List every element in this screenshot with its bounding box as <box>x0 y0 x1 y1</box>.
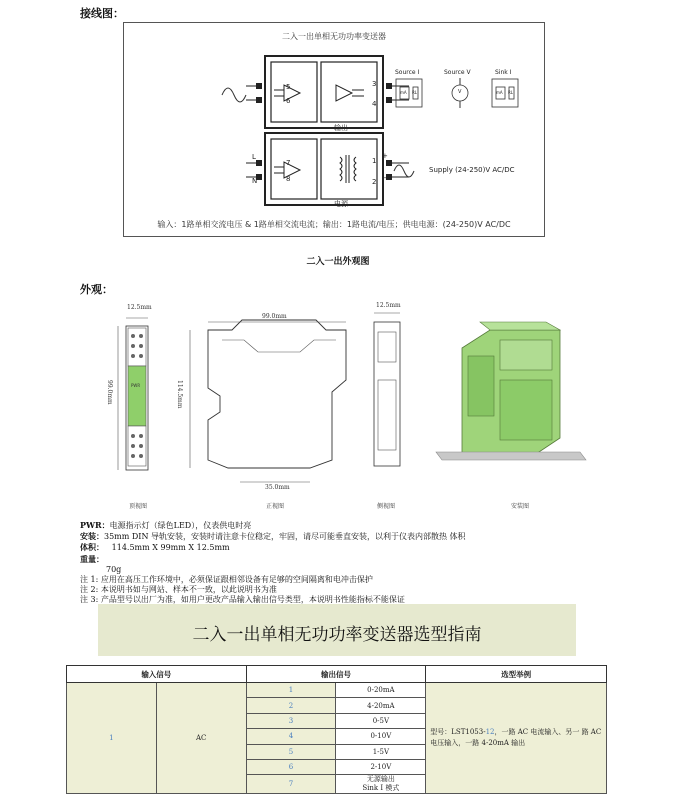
install-label: 安装： <box>80 531 104 542</box>
output-signal: 0-5V <box>336 713 426 728</box>
terminal-l: L <box>252 153 256 161</box>
sink-i-ma: mA <box>496 90 503 95</box>
weight-label: 重量： <box>80 553 104 564</box>
dim-front-height: 114.5mm <box>176 380 183 409</box>
terminal-4: 4 <box>372 100 377 108</box>
output-no: 4 <box>246 729 336 744</box>
output-no: 7 <box>246 775 336 794</box>
header-input: 输入信号 <box>67 666 247 683</box>
output-signal: 1-5V <box>336 744 426 759</box>
sink-i-rl: RL <box>508 90 514 95</box>
output-no: 1 <box>246 683 336 698</box>
selection-table <box>66 665 607 794</box>
wiring-section-label: 接线图： <box>80 7 124 20</box>
dim-side-width: 12.5mm <box>376 302 401 309</box>
example-suffix: ，一路 AC 电流输入、另一 路 AC 电压输入，一路 4-20mA 输出 <box>430 728 602 748</box>
install-view <box>436 322 586 460</box>
dim-front-width: 99.0mm <box>262 313 287 320</box>
pwr-mark: PWR <box>131 383 141 388</box>
volume-label: 体积： <box>80 542 104 553</box>
wiring-title: 二入一出单相无功功率变送器 <box>282 32 386 41</box>
outline-section-label: 外观： <box>80 283 113 296</box>
note-2: 注 2: 本说明书如与网站、样本不一致，以此说明书为准 <box>80 585 277 595</box>
power-plus: + <box>382 152 388 160</box>
table-row <box>67 683 607 698</box>
view-label-side: 侧视图 <box>377 503 396 510</box>
header-example: 选型举例 <box>426 666 607 683</box>
input-no: 1 <box>67 683 157 794</box>
notes-block <box>80 520 640 606</box>
output-signal: 0-20mA <box>336 683 426 698</box>
dim-top-height: 99.0mm <box>106 380 113 405</box>
note-1: 注 1: 应用在高压工作环境中，必须保证跟相邻设备有足够的空间隔离和电冲击保护 <box>80 575 373 585</box>
terminal-8: 8 <box>286 175 291 183</box>
output-signal: 4-20mA <box>336 698 426 713</box>
example-code: 12 <box>485 728 495 737</box>
output-signal: 2-10V <box>336 759 426 774</box>
output-signal <box>336 775 426 794</box>
output-no: 5 <box>246 744 336 759</box>
volume-text: 114.5mm X 99mm X 12.5mm <box>111 543 230 553</box>
terminal-n: N <box>252 177 258 185</box>
output-signal-line1: 无源输出 <box>366 775 395 784</box>
output-label: 输出 <box>334 124 348 132</box>
weight-text: 70g <box>106 564 122 574</box>
output-no: 6 <box>246 759 336 774</box>
sink-i-label: Sink I <box>495 69 512 76</box>
header-output: 输出信号 <box>246 666 426 683</box>
power-minus: − <box>382 174 388 182</box>
dim-top-width: 12.5mm <box>127 304 152 311</box>
outline-title: 二入一出外观图 <box>306 257 370 267</box>
output-signal-line2: Sink I 模式 <box>362 784 400 793</box>
dim-front-base: 35.0mm <box>265 484 290 491</box>
view-label-front: 正视图 <box>266 503 285 510</box>
selection-banner <box>98 604 576 656</box>
pwr-label: PWR： <box>80 520 110 530</box>
output-signal: 0-10V <box>336 729 426 744</box>
view-label-top: 顶视图 <box>129 503 148 510</box>
source-v-v: V <box>458 89 462 95</box>
terminal-2: 2 <box>372 178 377 186</box>
source-i-label: Source I <box>395 69 420 76</box>
banner-title: 二入一出单相无功功率变送器选型指南 <box>192 625 482 645</box>
terminal-7: 7 <box>286 159 291 167</box>
view-label-install: 安装图 <box>511 503 530 510</box>
pwr-text: 电源指示灯（绿色LED），仪表供电时亮 <box>109 521 252 530</box>
terminal-1: 1 <box>372 157 377 165</box>
power-label: 电源 <box>334 200 348 208</box>
source-v-label: Source V <box>444 69 471 76</box>
wiring-caption: 输入：1路单相交流电压 & 1路单相交流电流；输出：1路电流/电压；供电电源：(24-250)V AC/DC <box>157 220 511 229</box>
terminal-5: 5 <box>286 83 291 91</box>
terminal-6: 6 <box>286 97 291 105</box>
source-i-rl: RL <box>412 90 418 95</box>
example-prefix: 型号：LST1053- <box>430 728 486 737</box>
output-no: 2 <box>246 698 336 713</box>
note-3: 注 3: 产品型号以出厂为准，如用户更改产品输入输出信号类型，本说明书性能指标不能保证 <box>80 595 405 605</box>
install-text: 35mm DIN 导轨安装，安装时请注意卡位稳定，牢固，请尽可能垂直安装，以利于仪表内部散热 体积 <box>104 532 466 542</box>
supply-text: Supply (24-250)V AC/DC <box>429 166 515 174</box>
terminal-3: 3 <box>372 80 377 88</box>
input-type: AC <box>156 683 246 794</box>
source-i-ma: mA <box>400 90 407 95</box>
selection-example <box>426 683 607 794</box>
front-view <box>208 320 346 468</box>
output-no: 3 <box>246 713 336 728</box>
